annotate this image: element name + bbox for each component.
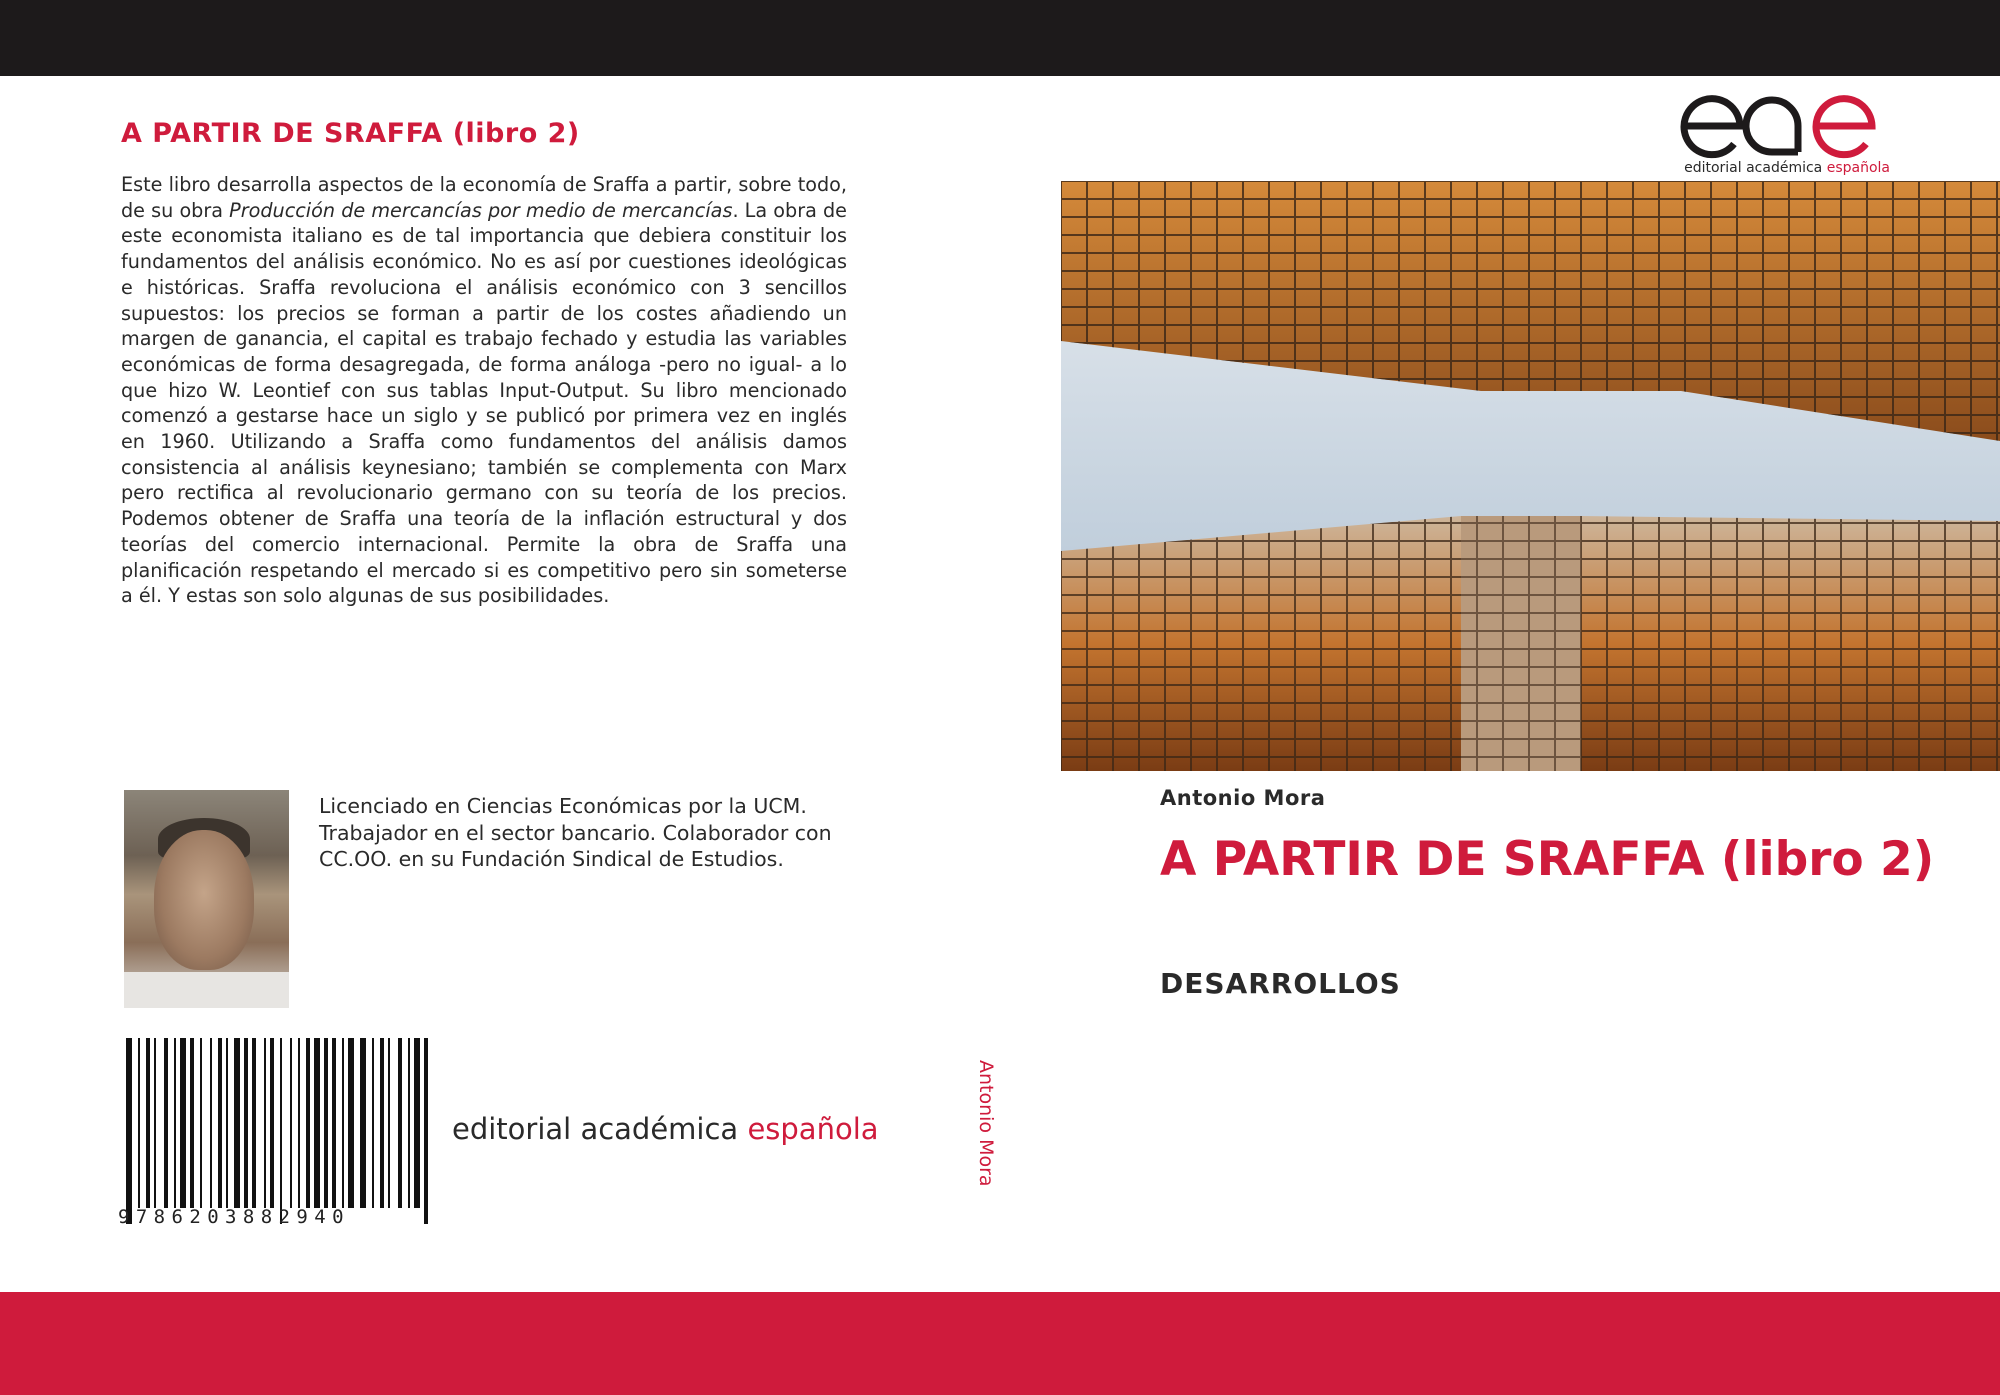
blurb-text-start: Este libro desarrolla aspectos de la economía de Sraffa a partir, sobre todo, de su obra <box>121 173 847 222</box>
back-cover-title: A PARTIR DE SRAFFA (libro 2) <box>121 118 580 149</box>
back-cover-blurb <box>121 172 847 609</box>
cover-title: A PARTIR DE SRAFFA (libro 2) <box>1160 832 1935 887</box>
publisher-name-main: editorial académica <box>452 1112 748 1146</box>
cover-author: Antonio Mora <box>1160 786 1326 810</box>
author-photo <box>124 790 289 1008</box>
publisher-name <box>452 1112 879 1146</box>
eae-logo <box>1676 90 1886 162</box>
top-band <box>0 0 2000 76</box>
logo-caption-accent: española <box>1826 160 1890 176</box>
cover-photo <box>1061 181 2000 771</box>
spine-author: Antonio Mora <box>975 1060 997 1187</box>
blurb-text-end: . La obra de este economista italiano es de tal importancia que debiera constituir los fundamentos del análisis económico. No es así por cuestiones ideológicas e históricas. Sraffa revoluciona el análisis económico con 3 sencillos supuestos: los precios se forman a partir de los costes añadiendo un margen de ganancia, el capital es trabajo fechado y estudia las variables económicas de forma desagregada, de forma análoga -pero no igual- a lo que hizo W. Leontief con sus tablas Input-Output. Su libro mencionado comenzó a gestarse hace un siglo y se publicó por primera vez en inglés en 1960. Utilizando a Sraffa como fundamentos del análisis damos consistencia al análisis keynesiano; también se complementa con Marx pero rectifica al revolucionario germano con su teoría de los precios. Podemos obtener de Sraffa una teoría de la inflación estructural y dos teorías del comercio internacional. Permite la obra de Sraffa una planificación respetando el mercado si es competitivo pero sin someterse a él. Y estas son solo algunas de sus posibilidades. <box>121 198 847 608</box>
isbn-digits: 9786203882940 <box>118 1206 350 1228</box>
logo-caption-main: editorial académica <box>1684 160 1827 176</box>
logo-caption <box>1662 160 1890 176</box>
publisher-name-accent: española <box>747 1112 879 1146</box>
blurb-book-title: Producción de mercancías por medio de mercancías <box>229 198 733 222</box>
cover-subtitle: DESARROLLOS <box>1160 967 1401 1000</box>
bottom-band <box>0 1292 2000 1395</box>
author-bio: Licenciado en Ciencias Económicas por la UCM. Trabajador en el sector bancario. Colaborador con CC.OO. en su Fundación Sindical de Estudios. <box>319 794 832 871</box>
barcode-icon <box>124 1038 436 1224</box>
